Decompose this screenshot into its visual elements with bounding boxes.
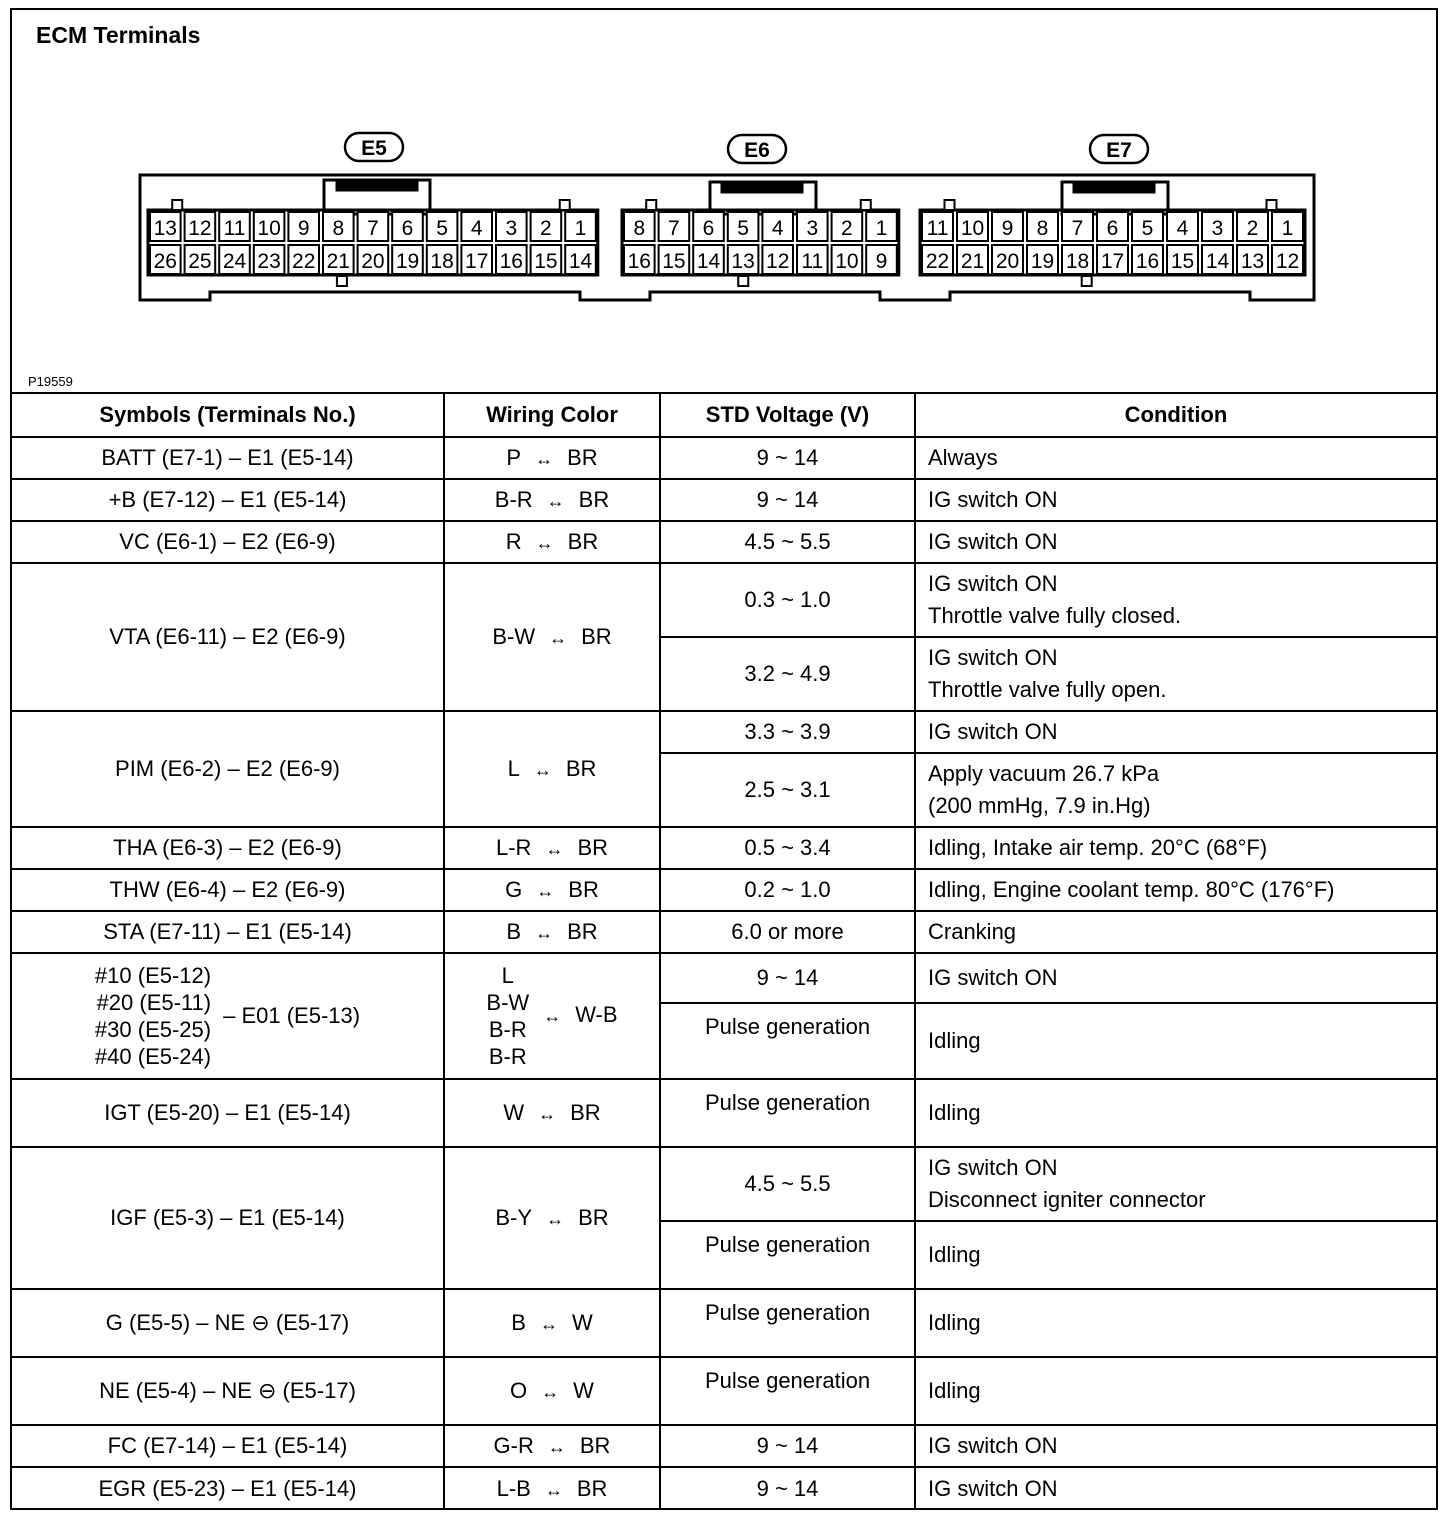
symbol-cell — [12, 911, 444, 953]
arrow-icon: ↔ — [541, 1382, 560, 1402]
locking-tab — [1267, 200, 1277, 210]
connector-name-e7: E7 — [1106, 139, 1132, 162]
condition-cell: IG switch ON — [915, 479, 1436, 521]
condition-line: Apply vacuum 26.7 kPa — [928, 761, 1160, 786]
wiring-cell — [444, 1467, 660, 1509]
symbol-cell — [12, 1147, 444, 1289]
condition-cell: Idling, Intake air temp. 20°C (68°F) — [915, 827, 1436, 869]
table-row — [12, 869, 1436, 911]
pin-number: 20 — [995, 250, 1020, 273]
wire-color-b: BR — [581, 624, 612, 649]
pin-number: 24 — [222, 250, 247, 273]
pin-number: 2 — [841, 217, 853, 240]
pin-number: 10 — [835, 250, 859, 273]
condition-line: IG switch ON — [928, 571, 1058, 596]
wiring-cell — [444, 869, 660, 911]
pin-number: 15 — [1170, 250, 1195, 273]
locking-tab — [738, 276, 748, 286]
condition-cell — [915, 753, 1436, 827]
symbol-text: EGR (E5-23) – E1 (E5-14) — [98, 1475, 357, 1501]
wire-color-a: B-R — [494, 487, 533, 512]
voltage-cell: 0.5 ~ 3.4 — [660, 827, 915, 869]
pin-number: 1 — [1281, 217, 1294, 240]
wire-color-a: L-B — [496, 1475, 531, 1501]
ecm-terminal-table — [12, 392, 1436, 1509]
symbol-text: NE (E5-4) – NE ⊖ (E5-17) — [99, 1378, 356, 1403]
symbol-cell — [12, 1467, 444, 1509]
pin-number: 7 — [668, 217, 680, 240]
wire-color-a: L-R — [495, 835, 532, 860]
symbol-text: THA (E6-3) – E2 (E6-9) — [113, 835, 342, 860]
symbol-text: FC (E7-14) – E1 (E5-14) — [107, 1433, 348, 1458]
condition-cell: IG switch ON — [915, 521, 1436, 563]
pin-number: 1 — [574, 217, 587, 240]
pin-number: 12 — [766, 250, 790, 273]
wiring-cell — [444, 1147, 660, 1289]
condition-cell: Idling — [915, 1079, 1436, 1147]
condition-cell: Idling — [915, 1357, 1436, 1425]
condition-cell: Idling, Engine coolant temp. 80°C (176°F) — [915, 869, 1436, 911]
pin-number: 11 — [926, 217, 949, 240]
table-row — [12, 521, 1436, 563]
pin-number: 3 — [505, 217, 518, 240]
pin-number: 14 — [1205, 250, 1230, 273]
wire-color-a: B-R — [488, 1044, 527, 1069]
wiring-cell — [444, 711, 660, 827]
voltage-cell: Pulse generation — [660, 1289, 915, 1357]
wire-color-b: BR — [577, 835, 608, 860]
pin-number: 7 — [1071, 217, 1084, 240]
pin-number: 10 — [257, 217, 281, 240]
pin-number: 9 — [875, 250, 888, 273]
pin-number: 4 — [771, 217, 784, 240]
pin-number: 8 — [633, 217, 646, 240]
condition-cell: IG switch ON — [915, 1467, 1436, 1509]
symbol-cell — [12, 711, 444, 827]
arrow-icon: ↔ — [546, 491, 565, 511]
pin-number: 16 — [1135, 250, 1160, 273]
page-title: ECM Terminals — [36, 22, 201, 48]
pin-number: 5 — [737, 217, 749, 240]
pin-number: 4 — [470, 217, 483, 240]
pin-number: 22 — [925, 250, 950, 273]
injector-symbols — [95, 962, 211, 1070]
pin-number: 1 — [875, 217, 888, 240]
wire-color-b: BR — [567, 919, 598, 944]
arrow-icon: ↔ — [535, 923, 554, 943]
symbol-line: #30 (E5-25) — [94, 1017, 212, 1042]
table-row — [12, 953, 1436, 1003]
wiring-cell — [444, 827, 660, 869]
voltage-cell: Pulse generation — [660, 1221, 915, 1289]
wiring-cell — [444, 1357, 660, 1425]
symbol-text: VC (E6-1) – E2 (E6-9) — [119, 529, 336, 554]
wire-color-a: L — [501, 963, 514, 988]
voltage-cell: 4.5 ~ 5.5 — [660, 1147, 915, 1221]
figure-code: P19559 — [28, 374, 73, 389]
symbol-text: STA (E7-11) – E1 (E5-14) — [103, 919, 352, 944]
locking-tab — [861, 200, 871, 210]
pin-number: 6 — [1106, 217, 1119, 240]
pin-number: 22 — [292, 250, 316, 273]
voltage-cell: 0.2 ~ 1.0 — [660, 869, 915, 911]
arrow-icon: ↔ — [549, 628, 568, 648]
pin-number: 15 — [534, 250, 558, 273]
pin-number: 18 — [430, 250, 454, 273]
condition-cell — [915, 563, 1436, 637]
wire-color-b: BR — [567, 529, 599, 554]
arrow-icon: ↔ — [535, 533, 554, 553]
wire-color-a: B-W — [492, 624, 536, 649]
pin-number: 18 — [1065, 250, 1090, 273]
pin-number: 17 — [465, 250, 489, 273]
locking-tab — [1082, 276, 1092, 286]
symbol-text: IGT (E5-20) – E1 (E5-14) — [104, 1100, 351, 1125]
symbol-cell — [12, 869, 444, 911]
pin-number: 8 — [332, 217, 345, 240]
wire-color-a: B-Y — [495, 1205, 533, 1230]
pin-number: 25 — [188, 250, 212, 273]
arrow-icon: ↔ — [538, 1104, 557, 1124]
wire-color-b: BR — [567, 445, 598, 470]
symbol-text: THW (E6-4) – E2 (E6-9) — [109, 877, 346, 902]
pin-number: 5 — [1141, 217, 1154, 240]
symbol-line: #20 (E5-11) — [96, 990, 212, 1015]
connector-diagram — [12, 10, 1436, 390]
pin-number: 13 — [1240, 250, 1265, 273]
pin-number: 12 — [1275, 250, 1300, 273]
table-row — [12, 479, 1436, 521]
locking-tab — [945, 200, 955, 210]
arrow-icon: ↔ — [535, 449, 554, 469]
locking-tab — [337, 276, 347, 286]
wiring-cell — [444, 521, 660, 563]
header-wiring-color: Wiring Color — [444, 393, 660, 437]
voltage-cell: Pulse generation — [660, 1079, 915, 1147]
wire-color-b: W — [571, 1310, 593, 1335]
pin-number: 19 — [395, 250, 420, 273]
symbol-cell — [12, 1289, 444, 1357]
voltage-cell: 3.2 ~ 4.9 — [660, 637, 915, 711]
pin-number: 2 — [1246, 217, 1259, 240]
arrow-icon: ↔ — [536, 881, 555, 901]
voltage-cell: 2.5 ~ 3.1 — [660, 753, 915, 827]
pin-number: 7 — [367, 217, 379, 240]
table-header-row — [12, 393, 1436, 437]
locking-tab — [560, 200, 570, 210]
wire-color-b: BR — [568, 877, 599, 902]
pin-number: 23 — [257, 250, 281, 273]
symbol-text: BATT (E7-1) – E1 (E5-14) — [101, 445, 354, 470]
pin-number: 2 — [540, 217, 552, 240]
condition-line: Throttle valve fully closed. — [928, 603, 1182, 628]
table-row — [12, 711, 1436, 753]
wire-color-b: BR — [579, 1433, 611, 1458]
pin-number: 4 — [1176, 217, 1189, 240]
symbol-cell — [12, 1357, 444, 1425]
connector-label-e6 — [728, 135, 786, 163]
header-symbols: Symbols (Terminals No.) — [12, 393, 444, 437]
wire-color-a: B-R — [488, 1017, 527, 1042]
wiring-cell — [444, 911, 660, 953]
pin-number: 6 — [702, 217, 715, 240]
symbol-cell — [12, 521, 444, 563]
pin-number: 3 — [1211, 217, 1224, 240]
wire-color-b: W-B — [575, 1001, 618, 1027]
condition-line: (200 mmHg, 7.9 in.Hg) — [928, 793, 1151, 818]
wiring-cell — [444, 1289, 660, 1357]
condition-line: IG switch ON — [928, 1155, 1058, 1180]
table-row — [12, 1357, 1436, 1425]
pin-number: 9 — [297, 217, 310, 240]
pin-number: 3 — [806, 217, 819, 240]
wire-color-a: L — [507, 756, 520, 781]
symbol-cell — [12, 479, 444, 521]
voltage-cell: 3.3 ~ 3.9 — [660, 711, 915, 753]
symbol-cell — [12, 1425, 444, 1467]
wiring-cell — [444, 437, 660, 479]
voltage-cell: 9 ~ 14 — [660, 1425, 915, 1467]
connector-name-e5: E5 — [361, 137, 387, 160]
wire-color-a: G — [505, 877, 523, 902]
wire-color-a: B — [511, 1310, 526, 1335]
table-row — [12, 827, 1436, 869]
pin-number: 12 — [188, 217, 212, 240]
symbol-cell — [12, 953, 444, 1079]
voltage-cell: 9 ~ 14 — [660, 437, 915, 479]
wire-color-a: O — [510, 1378, 528, 1403]
wire-color-a: P — [506, 445, 522, 470]
condition-cell: IG switch ON — [915, 953, 1436, 1003]
symbol-ground: – E01 (E5-13) — [223, 1003, 361, 1028]
wire-color-b: BR — [576, 1475, 608, 1501]
pin-number: 17 — [1100, 250, 1125, 273]
arrow-icon: ↔ — [546, 1209, 565, 1229]
connector-label-e7 — [1090, 135, 1148, 163]
table-row — [12, 1289, 1436, 1357]
pin-number: 11 — [801, 250, 824, 273]
header-std-voltage: STD Voltage (V) — [660, 393, 915, 437]
condition-cell: IG switch ON — [915, 711, 1436, 753]
symbol-cell — [12, 563, 444, 711]
symbol-text: IGF (E5-3) – E1 (E5-14) — [110, 1205, 345, 1230]
arrow-icon: ↔ — [547, 1437, 566, 1457]
pin-number: 19 — [1030, 250, 1055, 273]
arrow-icon: ↔ — [533, 760, 552, 780]
pin-number: 11 — [223, 217, 246, 240]
arrow-icon: ↔ — [543, 1005, 562, 1026]
table-row — [12, 911, 1436, 953]
wire-color-b: BR — [565, 756, 597, 781]
arrow-icon: ↔ — [539, 1314, 558, 1334]
condition-cell: IG switch ON — [915, 1425, 1436, 1467]
table-row — [12, 437, 1436, 479]
wiring-cell — [444, 563, 660, 711]
pin-number: 13 — [153, 217, 177, 240]
wire-color-b: BR — [578, 487, 610, 512]
voltage-cell: 4.5 ~ 5.5 — [660, 521, 915, 563]
pin-number: 9 — [1001, 217, 1014, 240]
pin-number: 26 — [153, 250, 177, 273]
voltage-cell: 9 ~ 14 — [660, 479, 915, 521]
pin-number: 16 — [499, 250, 523, 273]
wire-color-b: W — [573, 1378, 594, 1403]
voltage-cell: Pulse generation — [660, 1003, 915, 1079]
locking-tab — [172, 200, 182, 210]
table-row — [12, 1467, 1436, 1509]
symbol-text: VTA (E6-11) – E2 (E6-9) — [109, 624, 346, 649]
symbol-cell — [12, 827, 444, 869]
connector-label-e5 — [345, 133, 403, 161]
symbol-line: #40 (E5-24) — [94, 1044, 212, 1069]
wiring-cell — [444, 1425, 660, 1467]
voltage-cell: 0.3 ~ 1.0 — [660, 563, 915, 637]
voltage-cell: 9 ~ 14 — [660, 953, 915, 1003]
pin-number: 6 — [401, 217, 414, 240]
pin-number: 13 — [731, 250, 755, 273]
condition-cell: Cranking — [915, 911, 1436, 953]
connector-name-e6: E6 — [744, 139, 770, 162]
wire-color-a: B — [506, 919, 522, 944]
pin-number: 16 — [627, 250, 651, 273]
symbol-text: PIM (E6-2) – E2 (E6-9) — [115, 756, 340, 781]
pin-number: 21 — [326, 250, 350, 273]
voltage-cell: 6.0 or more — [660, 911, 915, 953]
voltage-cell: Pulse generation — [660, 1357, 915, 1425]
table-row — [12, 1079, 1436, 1147]
pin-number: 14 — [568, 250, 593, 273]
wiring-cell — [444, 953, 660, 1079]
wire-color-a: G-R — [493, 1433, 534, 1458]
wire-color-a: W — [503, 1100, 525, 1125]
wire-color-b: BR — [570, 1100, 601, 1125]
pin-number: 8 — [1036, 217, 1049, 240]
condition-cell: Idling — [915, 1221, 1436, 1289]
condition-cell — [915, 1147, 1436, 1221]
wiring-cell — [444, 479, 660, 521]
table-row — [12, 563, 1436, 637]
wire-color-b: BR — [578, 1205, 609, 1230]
table-row — [12, 1425, 1436, 1467]
condition-cell: Idling — [915, 1003, 1436, 1079]
arrow-icon: ↔ — [545, 839, 564, 859]
wire-color-a: R — [505, 529, 522, 554]
wiring-cell — [444, 1079, 660, 1147]
condition-line: IG switch ON — [928, 645, 1058, 670]
locking-tab — [646, 200, 656, 210]
symbol-text: G (E5-5) – NE ⊖ (E5-17) — [105, 1310, 350, 1335]
pin-number: 20 — [361, 250, 385, 273]
table-row — [12, 1147, 1436, 1221]
wire-color-a: B-W — [486, 990, 530, 1015]
pin-number: 5 — [436, 217, 448, 240]
header-condition: Condition — [915, 393, 1436, 437]
symbol-line: #10 (E5-12) — [94, 963, 212, 988]
pin-number: 15 — [662, 250, 686, 273]
voltage-cell: 9 ~ 14 — [660, 1467, 915, 1509]
pin-number: 21 — [960, 250, 985, 273]
symbol-cell — [12, 1079, 444, 1147]
injector-wires — [486, 962, 529, 1070]
symbol-cell — [12, 437, 444, 479]
pin-number: 10 — [960, 217, 985, 240]
symbol-text: +B (E7-12) – E1 (E5-14) — [108, 487, 347, 512]
arrow-icon: ↔ — [544, 1479, 563, 1500]
condition-cell: Idling — [915, 1289, 1436, 1357]
pin-number: 14 — [696, 250, 721, 273]
condition-line: Disconnect igniter connector — [928, 1187, 1206, 1212]
condition-cell: Always — [915, 437, 1436, 479]
ecm-terminals-sheet — [10, 8, 1438, 1510]
condition-line: Throttle valve fully open. — [928, 677, 1167, 702]
condition-cell — [915, 637, 1436, 711]
